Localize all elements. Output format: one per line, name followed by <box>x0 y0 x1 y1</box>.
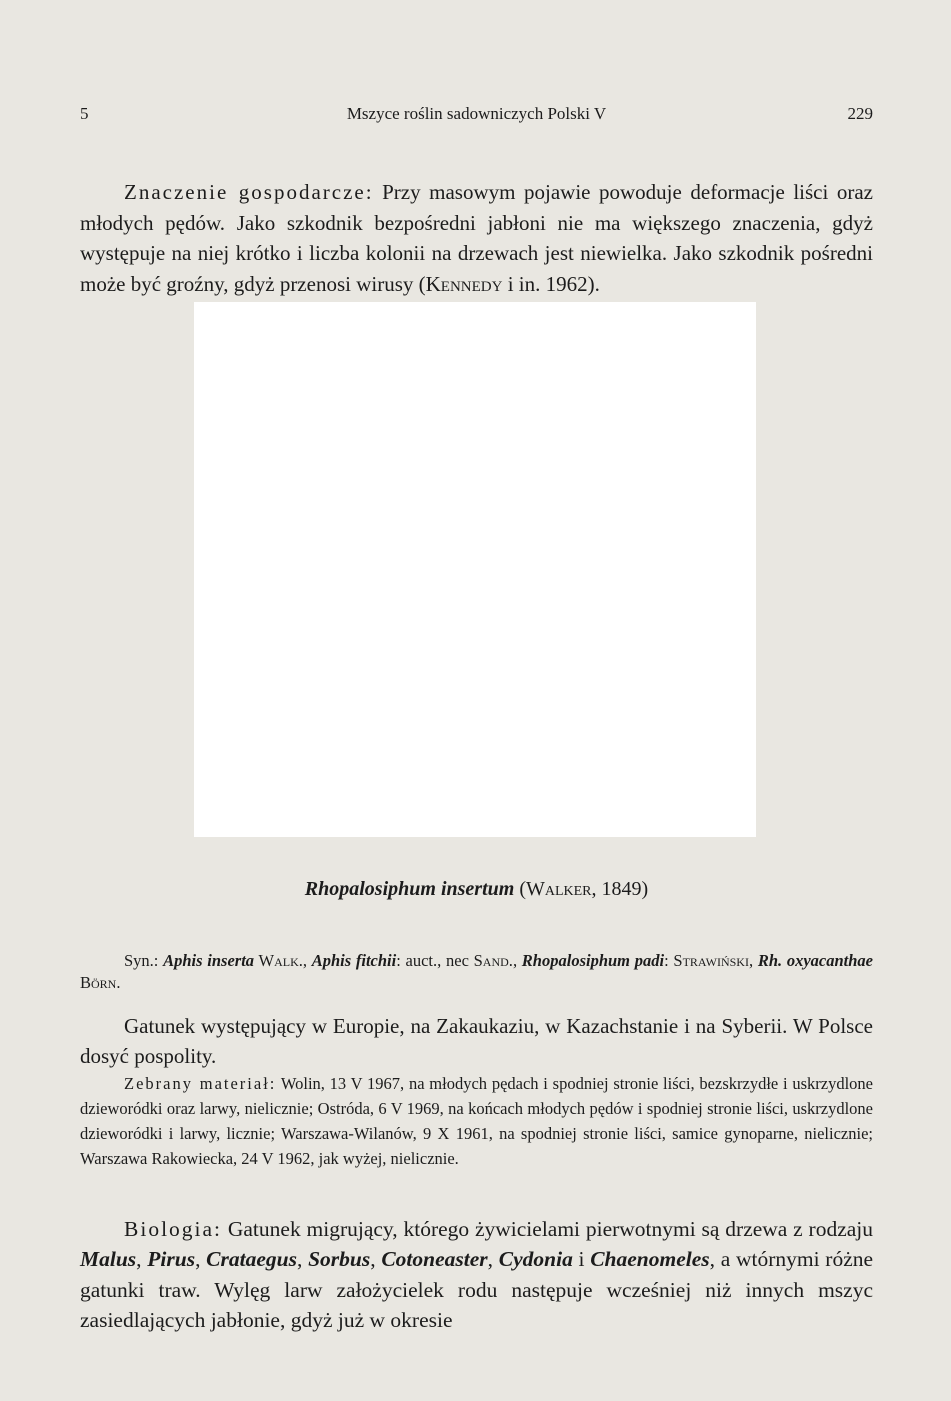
figure-placeholder <box>194 302 756 837</box>
paragraph-distribution: Gatunek występujący w Europie, na Zakaukaziu, w Kazachstanie i na Syberii. W Polsce dosyć pospolity. <box>80 1014 873 1068</box>
paragraph-collected-material <box>80 1071 873 1171</box>
page-number: 229 <box>847 104 873 123</box>
species-author: Walker <box>525 878 592 900</box>
species-name: Rhopalosiphum insertum <box>304 878 515 900</box>
section-lead: Znaczenie gospodarcze: <box>124 180 374 204</box>
section-lead: Biologia: <box>124 1216 223 1241</box>
paragraph-text: i in. 1962). <box>502 271 600 296</box>
species-heading: Rhopalosiphum insertum (Walker, 1849) <box>304 878 649 900</box>
paragraph-text: Przy masowym pojawie powoduje deformacje liści oraz młodych pędów. Jako szkodnik bezpośredni jabłoni nie ma większego znaczenia, gdyż występuje na niej krótko i liczba kolonii na drzewach jest niewielka. Jako szkodnik pośredni może być groźny, gdyż przenosi wirusy ( <box>80 180 873 296</box>
paragraph-text: Wolin, 13 V 1967, na młodych pędach i spodniej stronie liści, bezskrzydłe i uskrzydlone dzieworódki oraz larwy, nielicznie; Ostróda, 6 V 1969, na końcach młodych pędów i spodniej stronie liści, uskrzydlone dzieworódki i larwy, licznie; Warszawa-Wilanów, 9 X 1961, na spodniej stronie liści, samice gynoparne, nielicznie; Warszawa Rakowiecka, 24 V 1962, jak wyżej, nielicznie. <box>80 1073 874 1168</box>
section-lead: Zebrany materiał: <box>124 1073 277 1093</box>
paragraph-biology: Biologia: Gatunek migrujący, którego żywicielami pierwotnymi są drzewa z rodzaju Malus, Pirus, Crataegus, Sorbus, Cotoneaster, Cydonia i Chaenomeles, a wtórnymi różne gatunki traw. Wylęg larw założycielek rodu następuje wcześniej niż innych mszyc zasiedlających jabłonie, gdyż już w okresie <box>80 1216 874 1332</box>
page-header <box>80 104 873 128</box>
paragraph-economic-significance <box>80 177 873 299</box>
species-year: , 1849) <box>591 878 649 900</box>
citation-author: Kennedy <box>425 271 503 296</box>
synonyms: Syn.: Aphis inserta Walk., Aphis fitchii: auct., nec Sand., Rhopalosiphum padi: Strawiński, Rh. oxyacanthae Börn. <box>80 950 874 992</box>
running-title: Mszyce roślin sadowniczych Polski V <box>346 104 607 123</box>
chapter-number: 5 <box>80 104 89 123</box>
